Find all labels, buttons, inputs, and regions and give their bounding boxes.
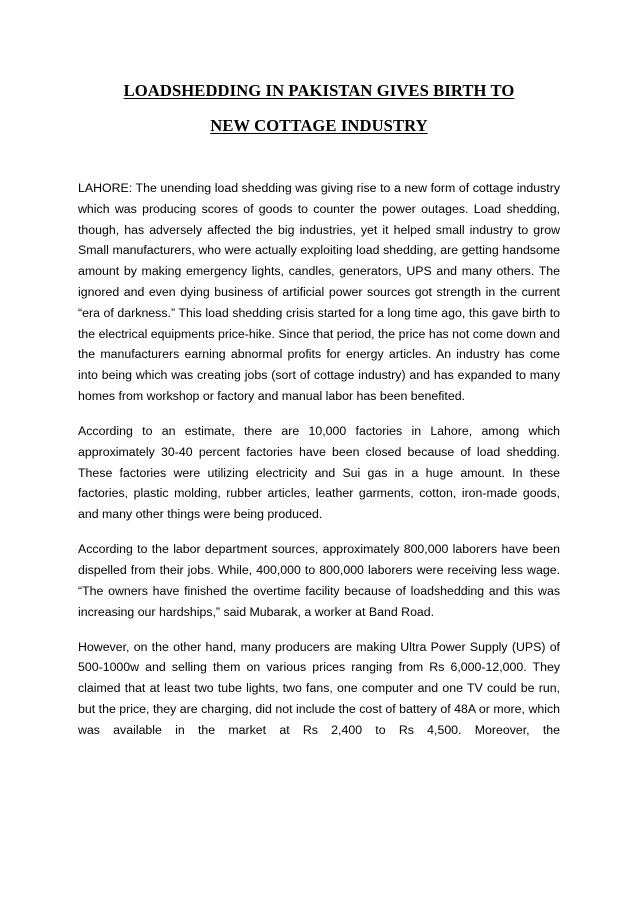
document-title-line-1: LOADSHEDDING IN PAKISTAN GIVES BIRTH TO	[123, 81, 515, 100]
paragraph-2: According to an estimate, there are 10,000 factories in Lahore, among which approximately 30-40 percent factories have been closed because of load shedding. These factories were utilizing electricity and Sui gas in a huge amount. In these factories, plastic molding, rubber articles, leather garments, cotton, iron-made goods, and many other things were being produced.	[78, 423, 560, 522]
document-title-line-2: NEW COTTAGE INDUSTRY	[210, 116, 428, 135]
article-body	[78, 178, 560, 755]
paragraph-3: According to the labor department sources, approximately 800,000 laborers have been dispelled from their jobs. While, 400,000 to 800,000 laborers were receiving less wage. “The owners have finished the overtime facility because of loadshedding and this was increasing our hardships,” said Mubarak, a worker at Band Road.	[78, 542, 560, 619]
paragraph-4: However, on the other hand, many producers are making Ultra Power Supply (UPS) of 500-1000w and selling them on various prices ranging from Rs 6,000-12,000. They claimed that at least two tube lights, two fans, one computer and one TV could be run, but the price, they are charging, did not include the cost of battery of 48A or more, which was available in the market at Rs 2,400 to Rs 4,500. Moreover, the	[78, 639, 560, 737]
paragraph-1: LAHORE: The unending load shedding was giving rise to a new form of cottage industry which was producing scores of goods to counter the power outages. Load shedding, though, has adversely affected the big industries, yet it helped small industry to grow Small manufacturers, who were actually exploiting load shedding, are getting handsome amount by making emergency lights, candles, generators, UPS and many others. The ignored and even dying business of artificial power sources got strength in the current “era of darkness.” This load shedding crisis started for a long time ago, this gave birth to the electrical equipments price-hike. Since that period, the price has not come down and the manufacturers earning abnormal profits for energy articles. An industry has come into being which was creating jobs (sort of cottage industry) and has expanded to many homes from workshop or factory and manual labor has been benefited.	[78, 181, 560, 403]
